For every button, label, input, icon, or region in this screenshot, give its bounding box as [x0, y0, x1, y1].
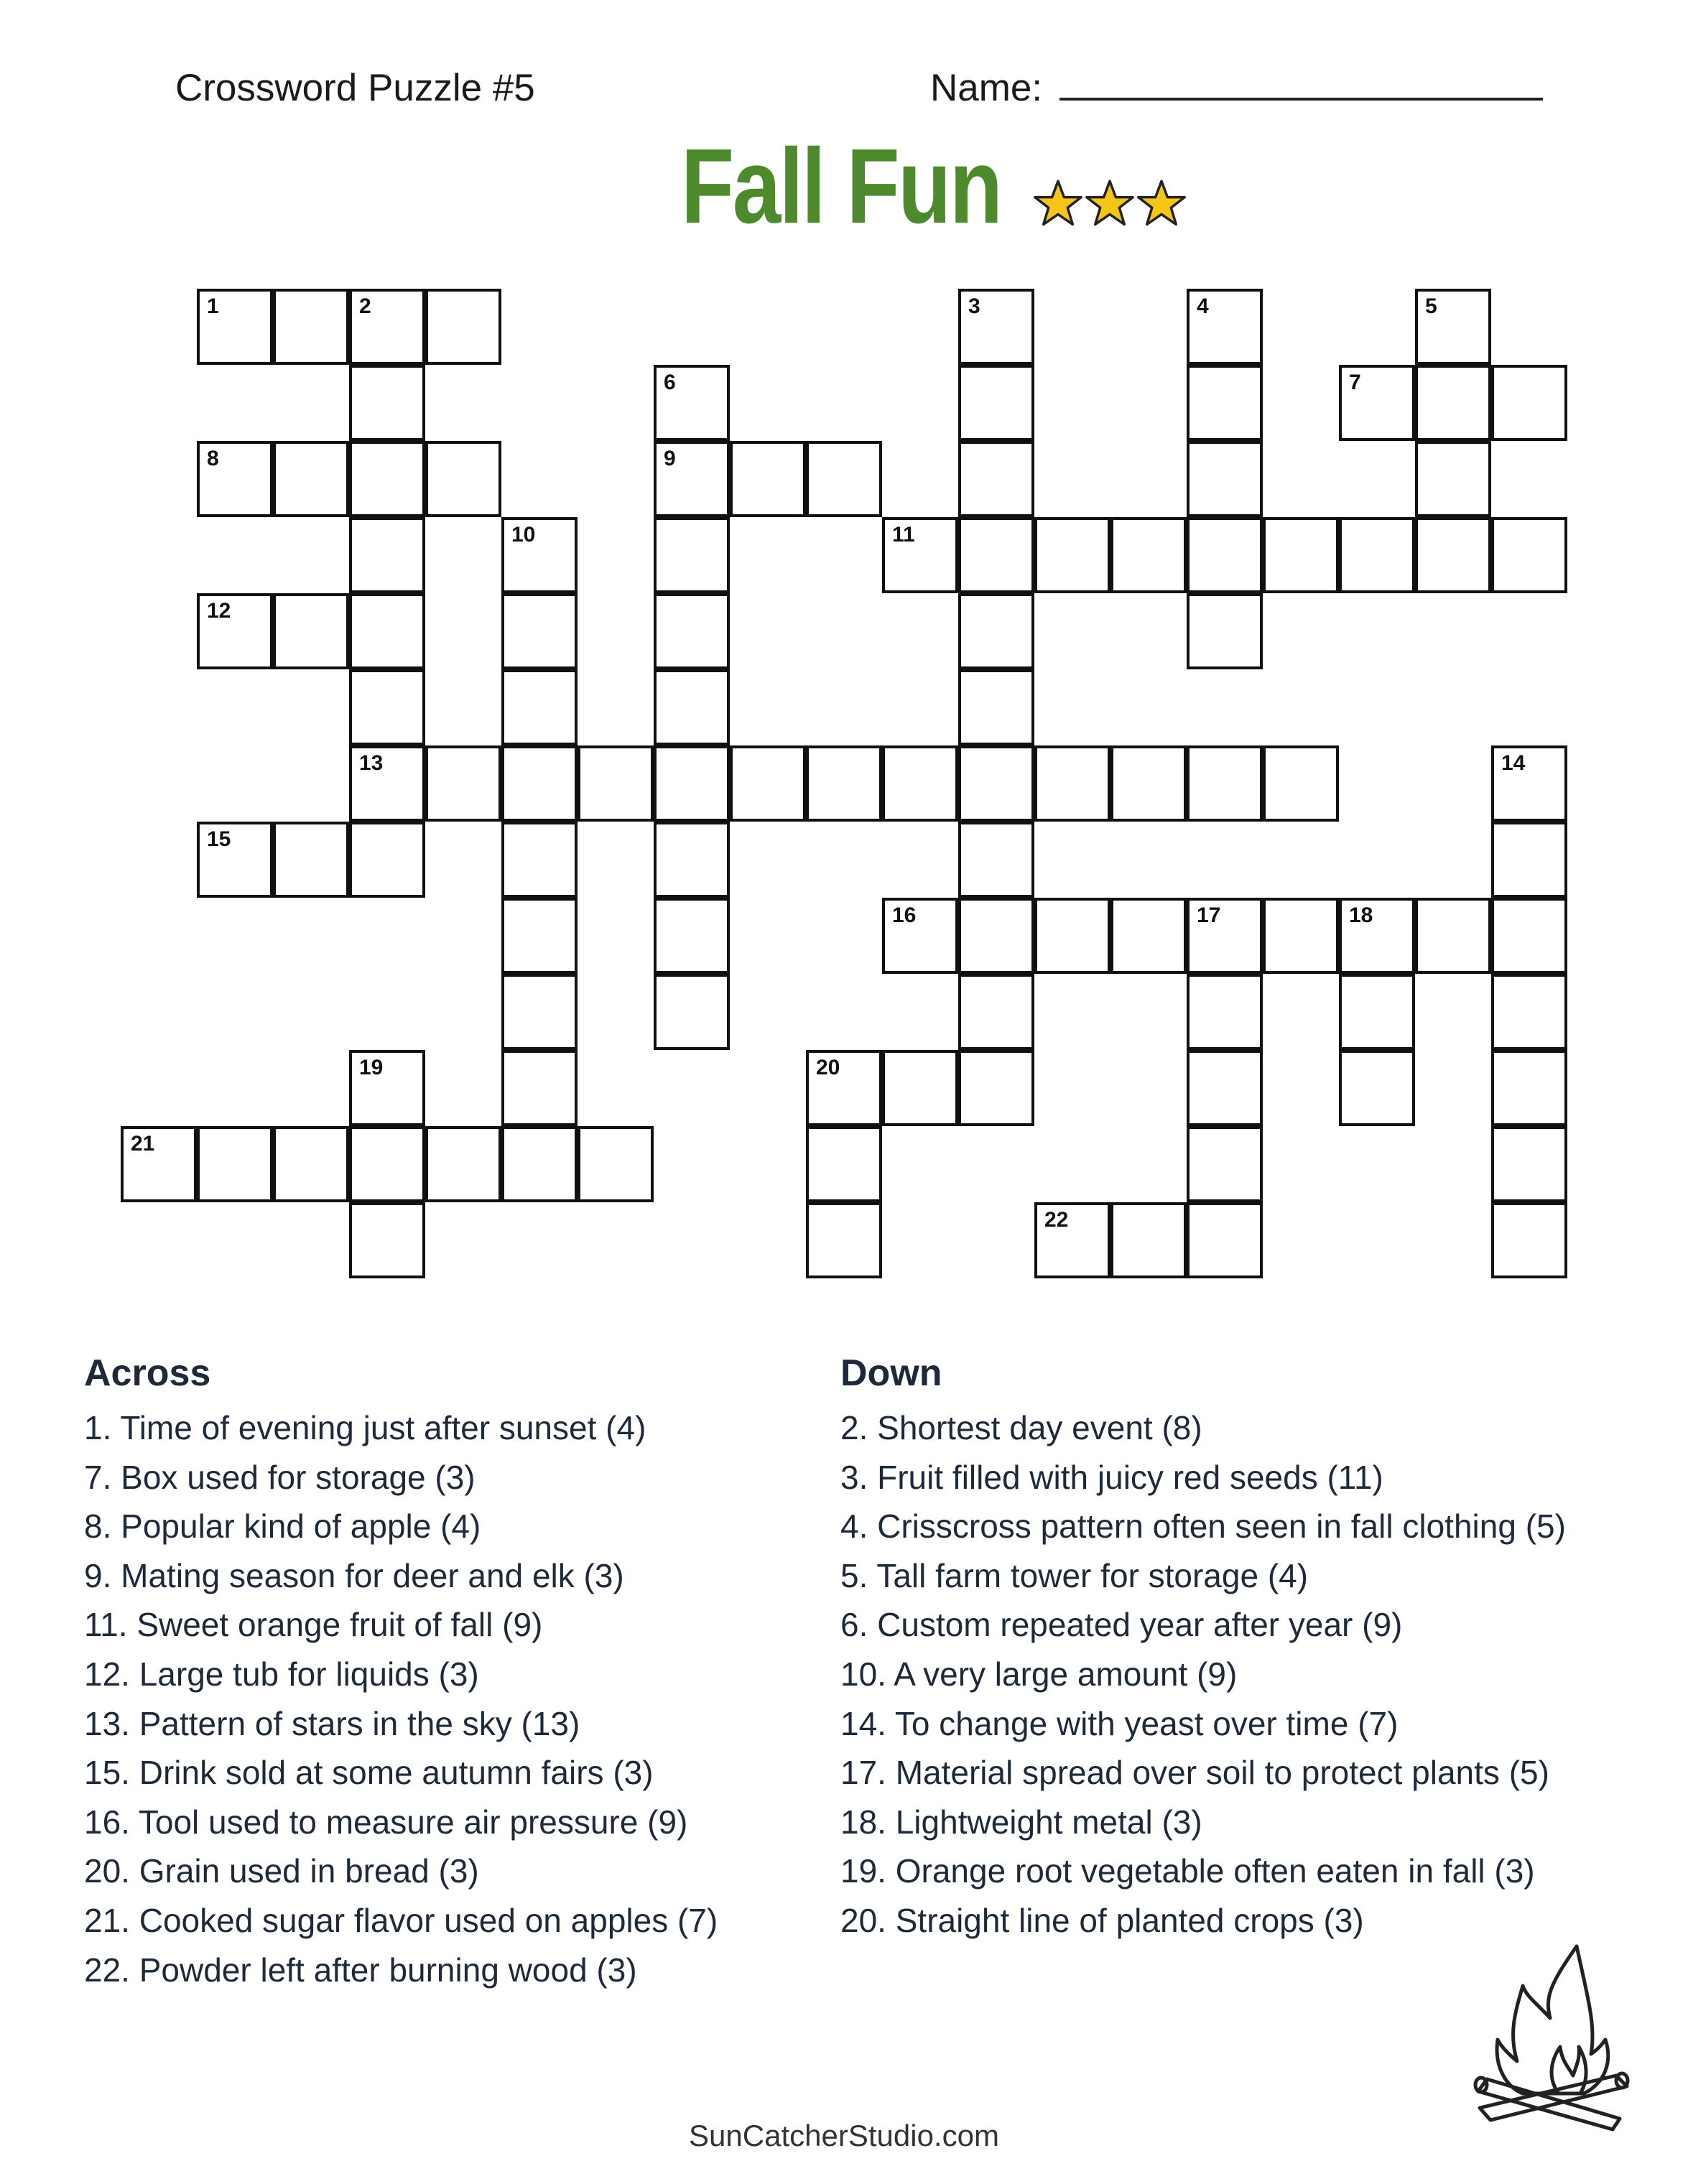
grid-cell[interactable]	[958, 441, 1034, 517]
across-clue: 21. Cooked sugar flavor used on apples (7)	[84, 1901, 718, 1939]
grid-cell[interactable]	[958, 669, 1034, 745]
grid-cell[interactable]	[1415, 365, 1491, 441]
grid-cell[interactable]	[1415, 289, 1491, 365]
grid-cell[interactable]	[1491, 1126, 1567, 1202]
across-clue: 9. Mating season for deer and elk (3)	[84, 1556, 624, 1594]
grid-cell[interactable]	[349, 822, 425, 898]
grid-cell[interactable]	[958, 1050, 1034, 1126]
grid-cell[interactable]	[958, 898, 1034, 974]
down-clue: 19. Orange root vegetable often eaten in fall (3)	[840, 1852, 1535, 1890]
across-clue: 13. Pattern of stars in the sky (13)	[84, 1704, 580, 1742]
grid-cell[interactable]	[349, 441, 425, 517]
grid-cell[interactable]	[1110, 517, 1187, 593]
down-clue: 4. Crisscross pattern often seen in fall clothing (5)	[840, 1507, 1566, 1546]
clue-number: 11	[892, 523, 915, 547]
grid-cell[interactable]	[1491, 974, 1567, 1050]
down-clue: 14. To change with yeast over time (7)	[840, 1704, 1399, 1742]
grid-cell[interactable]	[1339, 517, 1415, 593]
across-clue: 8. Popular kind of apple (4)	[84, 1507, 481, 1546]
grid-cell[interactable]	[1187, 745, 1263, 822]
footer-site: SunCatcherStudio.com	[689, 2119, 999, 2152]
grid-cell[interactable]	[1187, 289, 1263, 365]
grid-cell[interactable]	[958, 365, 1034, 441]
grid-cell[interactable]	[501, 669, 578, 745]
clue-number: 10	[511, 523, 536, 547]
grid-cell[interactable]	[1415, 517, 1491, 593]
clue-number: 3	[968, 294, 980, 318]
campfire-icon	[1465, 1939, 1638, 2133]
grid-cell[interactable]	[197, 822, 273, 898]
clue-number: 19	[359, 1056, 384, 1079]
across-clue: 16. Tool used to measure air pressure (9)	[84, 1803, 688, 1841]
grid-cell[interactable]	[349, 365, 425, 441]
across-clue: 15. Drink sold at some autumn fairs (3)	[84, 1754, 654, 1792]
grid-cell[interactable]	[1187, 898, 1263, 974]
grid-cell[interactable]	[197, 441, 273, 517]
down-clue: 2. Shortest day event (8)	[840, 1409, 1202, 1446]
grid-cell[interactable]	[806, 1050, 882, 1126]
grid-cell[interactable]	[654, 898, 730, 974]
down-clue: 3. Fruit filled with juicy red seeds (11)	[840, 1458, 1383, 1496]
down-clue-list	[840, 1403, 1566, 1946]
grid-cell[interactable]	[806, 1202, 882, 1278]
down-heading: Down	[840, 1352, 942, 1394]
grid-cell[interactable]	[806, 1126, 882, 1202]
grid-cell[interactable]	[273, 593, 349, 669]
grid-cell[interactable]	[654, 441, 730, 517]
grid-cell[interactable]	[273, 1126, 349, 1202]
clue-number: 8	[207, 447, 219, 470]
clue-number: 18	[1349, 903, 1373, 927]
grid-cell[interactable]	[425, 745, 501, 822]
grid-cell[interactable]	[958, 974, 1034, 1050]
grid-cell[interactable]	[349, 745, 425, 822]
grid-cell[interactable]	[654, 517, 730, 593]
grid-cell[interactable]	[501, 974, 578, 1050]
clue-number: 6	[664, 371, 676, 394]
across-clue: 12. Large tub for liquids (3)	[84, 1655, 479, 1693]
clue-number: 4	[1197, 294, 1209, 318]
grid-cell[interactable]	[806, 745, 882, 822]
down-clue: 5. Tall farm tower for storage (4)	[840, 1556, 1309, 1594]
grid-cell[interactable]	[730, 745, 806, 822]
grid-cell[interactable]	[958, 593, 1034, 669]
grid-cell[interactable]	[806, 441, 882, 517]
clue-number: 22	[1044, 1208, 1069, 1232]
grid-cell[interactable]	[501, 822, 578, 898]
across-clue: 1. Time of evening just after sunset (4)	[84, 1409, 646, 1446]
grid-cell[interactable]	[349, 517, 425, 593]
clue-number: 2	[359, 294, 371, 318]
grid-cell[interactable]	[1187, 517, 1263, 593]
across-clue-list	[84, 1403, 718, 1994]
grid-cell[interactable]	[1110, 898, 1187, 974]
grid-cell[interactable]	[578, 1126, 654, 1202]
clue-number: 17	[1197, 903, 1221, 927]
grid-cell[interactable]	[1415, 441, 1491, 517]
clue-number: 5	[1425, 294, 1437, 318]
grid-cell[interactable]	[1491, 1050, 1567, 1126]
grid-cell[interactable]	[349, 1050, 425, 1126]
grid-cell[interactable]	[1491, 1202, 1567, 1278]
grid-cell[interactable]	[1491, 365, 1567, 441]
grid-cell[interactable]	[730, 441, 806, 517]
grid-cell[interactable]	[501, 593, 578, 669]
grid-cell[interactable]	[578, 745, 654, 822]
across-clue: 11. Sweet orange fruit of fall (9)	[84, 1606, 543, 1644]
grid-cell[interactable]	[1034, 1202, 1110, 1278]
clue-number: 7	[1349, 371, 1361, 394]
clue-number: 16	[892, 903, 917, 927]
grid-cell[interactable]	[273, 441, 349, 517]
grid-cell[interactable]	[882, 745, 958, 822]
grid-cell[interactable]	[1339, 1050, 1415, 1126]
grid-cell[interactable]	[197, 1126, 273, 1202]
puzzle-label: Crossword Puzzle #5	[175, 67, 535, 109]
grid-cell[interactable]	[1110, 1202, 1187, 1278]
grid-cell[interactable]	[958, 822, 1034, 898]
clue-number: 20	[816, 1056, 840, 1079]
grid-cell[interactable]	[958, 745, 1034, 822]
grid-cell[interactable]	[882, 517, 958, 593]
grid-cell[interactable]	[425, 1126, 501, 1202]
grid-cell[interactable]	[1034, 517, 1110, 593]
down-clue: 17. Material spread over soil to protect plants (5)	[840, 1754, 1549, 1792]
grid-cell[interactable]	[1339, 974, 1415, 1050]
clue-number: 9	[664, 447, 676, 470]
grid-cell[interactable]	[349, 593, 425, 669]
grid-cell[interactable]	[958, 517, 1034, 593]
grid-cell[interactable]	[501, 745, 578, 822]
grid-cell[interactable]	[349, 669, 425, 745]
grid-cell[interactable]	[1415, 898, 1491, 974]
clue-number: 13	[359, 751, 384, 775]
down-clue: 10. A very large amount (9)	[840, 1655, 1238, 1693]
grid-cell[interactable]	[654, 974, 730, 1050]
grid-cell[interactable]	[197, 289, 273, 365]
grid-cell[interactable]	[349, 1126, 425, 1202]
grid-cell[interactable]	[654, 745, 730, 822]
grid-cell[interactable]	[1110, 745, 1187, 822]
grid-cell[interactable]	[958, 289, 1034, 365]
across-heading: Across	[84, 1352, 211, 1394]
across-clue: 20. Grain used in bread (3)	[84, 1852, 479, 1890]
grid-cell[interactable]	[349, 1202, 425, 1278]
grid-cell[interactable]	[1187, 441, 1263, 517]
grid-cell[interactable]	[273, 289, 349, 365]
clue-number: 15	[207, 827, 231, 851]
grid-cell[interactable]	[1034, 898, 1110, 974]
grid-cell[interactable]	[1034, 745, 1110, 822]
grid-cell[interactable]	[1187, 974, 1263, 1050]
grid-cell[interactable]	[121, 1126, 197, 1202]
grid-cell[interactable]	[1263, 517, 1339, 593]
grid-cell[interactable]	[501, 1126, 578, 1202]
grid-cell[interactable]	[501, 1050, 578, 1126]
grid-cell[interactable]	[1263, 745, 1339, 822]
grid-cell[interactable]	[1187, 593, 1263, 669]
grid-cell[interactable]	[882, 898, 958, 974]
across-clue: 7. Box used for storage (3)	[84, 1458, 476, 1496]
grid-cell[interactable]	[425, 289, 501, 365]
clue-number: 12	[207, 599, 231, 623]
grid-cell[interactable]	[1187, 1050, 1263, 1126]
grid-cell[interactable]	[1491, 517, 1567, 593]
grid-cell[interactable]	[882, 1050, 958, 1126]
grid-cell[interactable]	[1491, 745, 1567, 822]
clue-number: 21	[131, 1132, 155, 1156]
down-clue: 18. Lightweight metal (3)	[840, 1803, 1202, 1841]
name-label: Name:	[930, 67, 1043, 109]
grid-cell[interactable]	[654, 822, 730, 898]
grid-cell[interactable]	[654, 669, 730, 745]
across-clue: 22. Powder left after burning wood (3)	[84, 1951, 637, 1989]
grid-cell[interactable]	[501, 898, 578, 974]
clue-number: 1	[207, 294, 219, 318]
grid-cell[interactable]	[425, 441, 501, 517]
grid-cell[interactable]	[1491, 822, 1567, 898]
grid-cell[interactable]	[1339, 365, 1415, 441]
clue-number: 14	[1501, 751, 1526, 775]
grid-cell[interactable]	[654, 365, 730, 441]
grid-cell[interactable]	[1263, 898, 1339, 974]
grid-cell[interactable]	[654, 593, 730, 669]
grid-cell[interactable]	[197, 593, 273, 669]
down-clue: 6. Custom repeated year after year (9)	[840, 1606, 1403, 1644]
grid-cell[interactable]	[1187, 1202, 1263, 1278]
grid-cell[interactable]	[501, 517, 578, 593]
down-clue: 20. Straight line of planted crops (3)	[840, 1901, 1364, 1939]
grid-cell[interactable]	[1339, 898, 1415, 974]
grid-cell[interactable]	[1187, 1126, 1263, 1202]
grid-cell[interactable]	[349, 289, 425, 365]
grid-cell[interactable]	[1187, 365, 1263, 441]
grid-cell[interactable]	[1491, 898, 1567, 974]
grid-cell[interactable]	[273, 822, 349, 898]
page-title: Fall Fun	[681, 127, 1001, 246]
